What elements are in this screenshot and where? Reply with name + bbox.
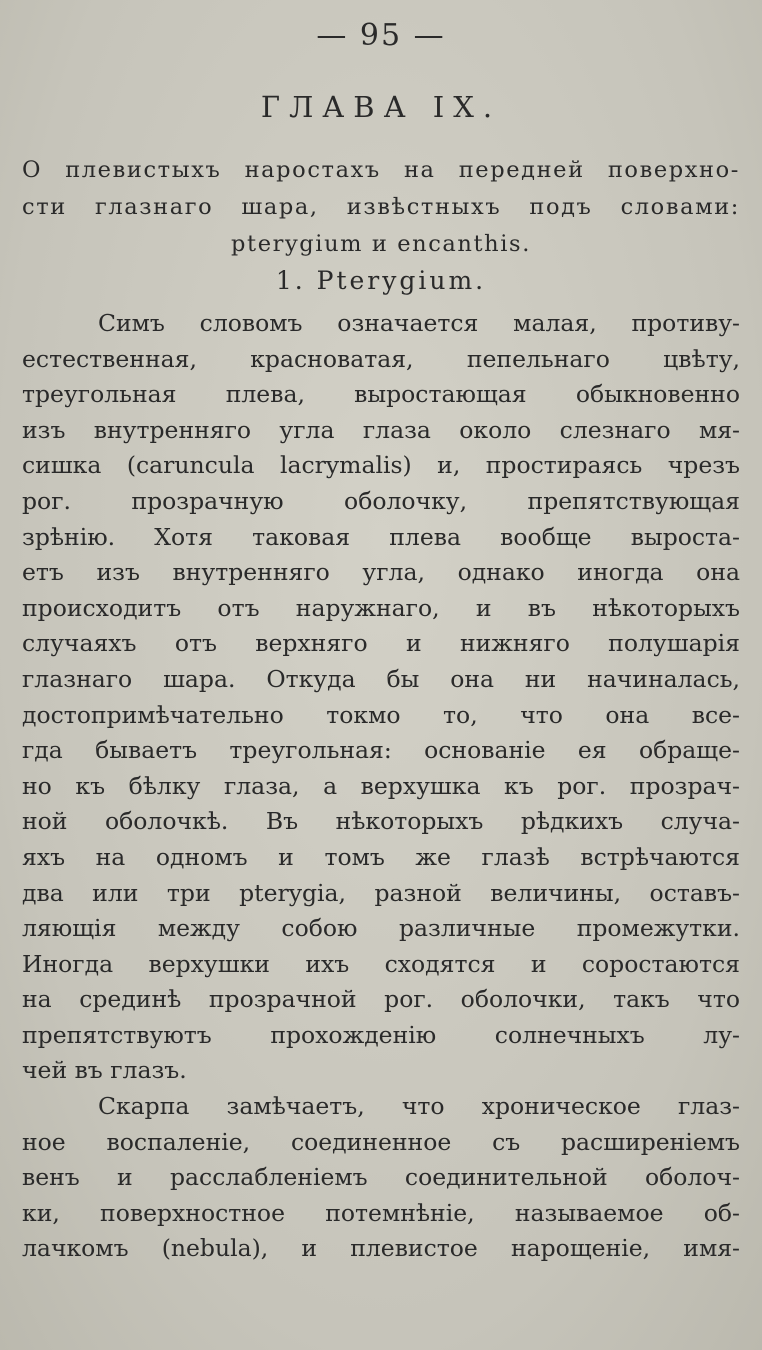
text-line: рог. прозрачную оболочку, препятствующая bbox=[22, 486, 740, 515]
text-line: венъ и расслабленіемъ соединительной оболоч- bbox=[22, 1163, 740, 1192]
chapter-heading bbox=[22, 152, 740, 263]
text-line: достопримѣчательно токмо то, что она все- bbox=[22, 700, 740, 729]
text-line: гда бываетъ треугольная: основаніе ея обраще- bbox=[22, 736, 740, 765]
text-line: ляющія между собою различные промежутки. bbox=[22, 914, 740, 943]
text-line: два или три pterygia, разной величины, оставъ- bbox=[22, 878, 740, 907]
heading-line: О плевистыхъ наростахъ на передней поверхно- bbox=[22, 157, 740, 183]
text-line: Симъ словомъ означается малая, противу- bbox=[98, 309, 740, 337]
text-line: Иногда верхушки ихъ сходятся и соростаются bbox=[22, 949, 740, 978]
text-line: ное воспаленіе, соединенное съ расширеніемъ bbox=[22, 1127, 740, 1156]
text-line: Скарпа замѣчаетъ, что хроническое глаз- bbox=[98, 1092, 740, 1121]
text-line: яхъ на одномъ и томъ же глазѣ встрѣчаются bbox=[22, 842, 740, 871]
text-line: глазнаго шара. Откуда бы она ни начиналась, bbox=[22, 664, 740, 693]
chapter-title: ГЛАВА IX. bbox=[260, 90, 502, 124]
text-line: естественная, красноватая, пепельнаго цвѣту, bbox=[22, 344, 740, 373]
heading-line: pterygium и encanthis. bbox=[231, 231, 531, 257]
body-text bbox=[22, 306, 740, 1267]
text-line: случаяхъ отъ верхняго и нижняго полушарія bbox=[22, 629, 740, 658]
text-line: зрѣнію. Хотя таковая плева вообще выроста- bbox=[22, 522, 740, 551]
text-line: лачкомъ (nebula), и плевистое нарощеніе, имя- bbox=[22, 1234, 740, 1263]
text-line: сишка (caruncula lacrymalis) и, простираясь чрезъ bbox=[22, 451, 740, 480]
page-number: — 95 — bbox=[316, 18, 446, 53]
text-line: изъ внутренняго угла глаза около слезнаго мя- bbox=[22, 415, 740, 444]
text-line: препятствуютъ прохожденію солнечныхъ лу- bbox=[22, 1020, 740, 1049]
text-line: чей въ глазъ. bbox=[22, 1056, 187, 1085]
section-title: 1. Pterygium. bbox=[275, 266, 487, 295]
text-line: ки, поверхностное потемнѣніе, называемое об- bbox=[22, 1198, 740, 1227]
paragraph-1 bbox=[22, 306, 740, 1089]
text-line: треугольная плева, выростающая обыкновенно bbox=[22, 380, 740, 409]
text-line: происходитъ отъ наружнаго, и въ нѣкоторыхъ bbox=[22, 593, 740, 622]
paragraph-2 bbox=[22, 1089, 740, 1267]
text-line: но къ бѣлку глаза, а верхушка къ рог. прозрач- bbox=[22, 771, 740, 800]
text-line: ной оболочкѣ. Въ нѣкоторыхъ рѣдкихъ случа- bbox=[22, 807, 740, 836]
text-line: на срединѣ прозрачной рог. оболочки, такъ что bbox=[22, 985, 740, 1014]
heading-line: сти глазнаго шара, извѣстныхъ подъ словами: bbox=[22, 194, 740, 220]
text-line: етъ изъ внутренняго угла, однако иногда она bbox=[22, 558, 740, 587]
